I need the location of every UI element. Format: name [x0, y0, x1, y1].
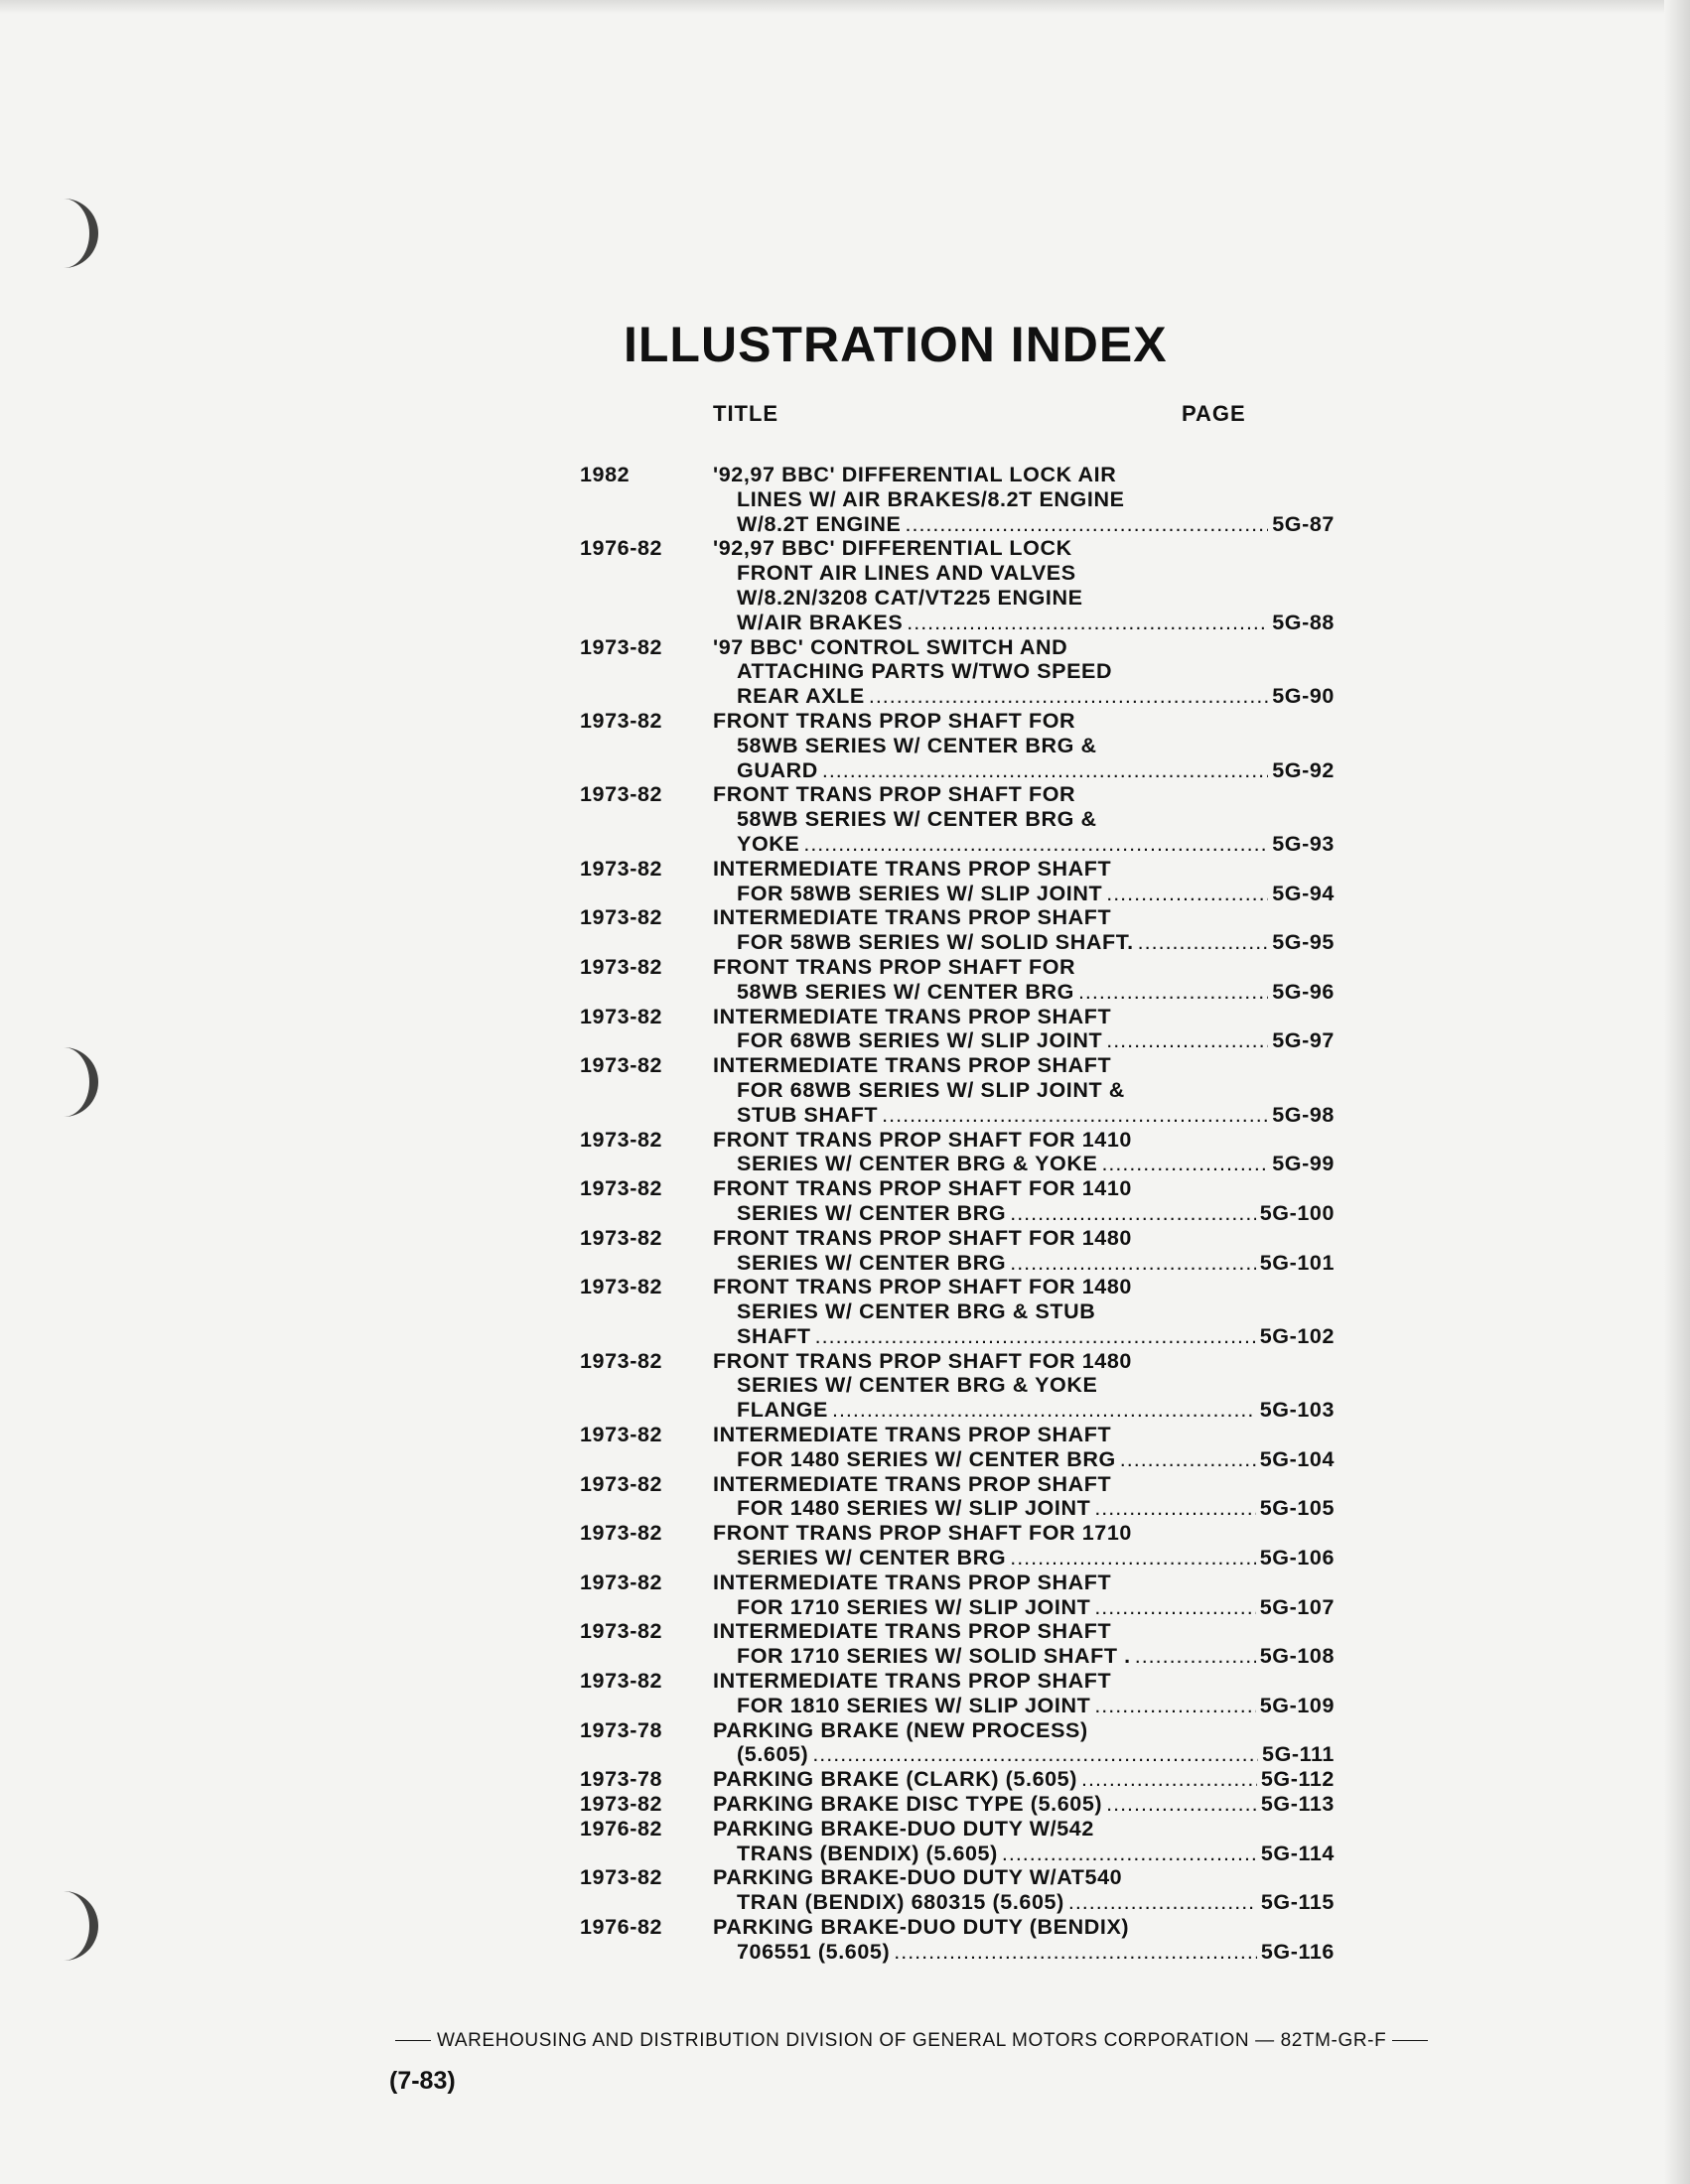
- entry-title: [713, 1005, 1335, 1054]
- page-title: ILLUSTRATION INDEX: [624, 317, 1168, 372]
- leader-dots: [907, 611, 1268, 635]
- leader-dots: [1094, 1595, 1255, 1620]
- entry-title-last-line: [713, 758, 1335, 783]
- entry-page: 5G-115: [1260, 1890, 1335, 1915]
- entry-page: 5G-95: [1272, 930, 1335, 955]
- entry-title-last-line: [713, 1152, 1335, 1176]
- index-entry: [580, 955, 1335, 1005]
- entry-page: 5G-87: [1272, 511, 1335, 536]
- entry-title-line: (5.605): [737, 1742, 809, 1767]
- index-entry: [580, 1005, 1335, 1054]
- entry-title-line: STUB SHAFT: [737, 1102, 879, 1127]
- entry-year: 1973-82: [580, 1176, 663, 1201]
- entry-title-last-line: [713, 832, 1335, 857]
- leader-dots: [894, 1940, 1257, 1965]
- entry-year: 1973-78: [580, 1717, 663, 1742]
- leader-dots: [812, 1742, 1258, 1767]
- entry-title: [713, 709, 1335, 782]
- entry-year: 1976-82: [580, 536, 663, 561]
- index-entry: [580, 1619, 1335, 1669]
- entry-title-line: TRANS (BENDIX) (5.605): [737, 1841, 998, 1865]
- leader-dots: [1106, 1028, 1268, 1053]
- entry-page: 5G-98: [1272, 1102, 1335, 1127]
- entry-page: 5G-96: [1272, 979, 1335, 1004]
- entry-title: [713, 1176, 1335, 1226]
- leader-dots: [906, 512, 1269, 537]
- leader-dots: [1106, 882, 1268, 906]
- entry-page: 5G-109: [1259, 1693, 1335, 1717]
- binder-hole: [50, 199, 98, 268]
- leader-dots: [803, 832, 1268, 857]
- index-entry: [580, 635, 1335, 709]
- index-list: [580, 463, 1335, 1965]
- leader-dots: [822, 758, 1268, 783]
- entry-year: 1973-82: [580, 634, 663, 659]
- entry-year: 1973-82: [580, 905, 663, 930]
- entry-title-line: FOR 68WB SERIES W/ SLIP JOINT &: [737, 1077, 1125, 1102]
- entry-year: 1973-82: [580, 1275, 663, 1299]
- entry-page: 5G-97: [1272, 1028, 1335, 1053]
- entry-title-line: W/AIR BRAKES: [737, 610, 904, 634]
- entry-page: 5G-108: [1259, 1644, 1335, 1669]
- entry-title-last-line: [713, 1496, 1335, 1521]
- entry-title-last-line: [713, 1890, 1335, 1915]
- leader-dots: [815, 1324, 1256, 1349]
- leader-dots: [1135, 1644, 1256, 1669]
- entry-title: [713, 1865, 1335, 1915]
- entry-title-line: FRONT TRANS PROP SHAFT FOR: [713, 708, 1076, 733]
- entry-title-last-line: [713, 611, 1335, 635]
- entry-title-line: FOR 1710 SERIES W/ SLIP JOINT: [737, 1594, 1091, 1619]
- entry-title-last-line: [713, 1842, 1335, 1866]
- entry-title-line: PARKING BRAKE (CLARK) (5.605): [713, 1767, 1077, 1792]
- entry-title: [713, 1619, 1335, 1669]
- entry-title-line: FOR 1480 SERIES W/ SLIP JOINT: [737, 1496, 1091, 1521]
- entry-page: 5G-102: [1259, 1323, 1335, 1348]
- entry-title-line: 58WB SERIES W/ CENTER BRG: [737, 979, 1074, 1004]
- leader-dots: [1138, 930, 1269, 955]
- entry-title-last-line: [713, 980, 1335, 1005]
- index-entry: [580, 1226, 1335, 1276]
- entry-page: 5G-101: [1259, 1250, 1335, 1275]
- entry-title-line: INTERMEDIATE TRANS PROP SHAFT: [713, 856, 1112, 881]
- entry-title-last-line: [713, 1447, 1335, 1472]
- entry-title: [713, 955, 1335, 1005]
- entry-title: [713, 536, 1335, 634]
- entry-title: [713, 905, 1335, 955]
- entry-page: 5G-94: [1272, 881, 1335, 905]
- entry-title: [713, 1570, 1335, 1620]
- entry-title-line: INTERMEDIATE TRANS PROP SHAFT: [713, 1423, 1112, 1447]
- entry-year: 1973-78: [580, 1767, 663, 1792]
- entry-title-line: W/8.2N/3208 CAT/VT225 ENGINE: [737, 585, 1083, 610]
- leader-dots: [1120, 1447, 1256, 1472]
- entry-title-last-line: [713, 1251, 1335, 1276]
- leader-dots: [1101, 1152, 1268, 1176]
- entry-page: 5G-103: [1259, 1398, 1335, 1423]
- entry-title-line: INTERMEDIATE TRANS PROP SHAFT: [713, 1053, 1112, 1078]
- index-entry: [580, 1669, 1335, 1718]
- entry-page: 5G-92: [1272, 757, 1335, 782]
- entry-year: 1973-82: [580, 1865, 663, 1890]
- entry-page: 5G-111: [1262, 1742, 1335, 1767]
- entry-title-line: ATTACHING PARTS W/TWO SPEED: [737, 659, 1113, 684]
- index-entry: [580, 1472, 1335, 1522]
- entry-title-last-line: [713, 930, 1335, 955]
- index-entry: [580, 1865, 1335, 1915]
- index-entry: [580, 1915, 1335, 1965]
- entry-title-line: 706551 (5.605): [737, 1939, 891, 1964]
- entry-title-last-line: [713, 1644, 1335, 1669]
- entry-title: [713, 1817, 1335, 1866]
- entry-year: 1973-82: [580, 856, 663, 881]
- entry-title-line: W/8.2T ENGINE: [737, 511, 902, 536]
- leader-dots: [882, 1103, 1268, 1128]
- index-entry: [580, 1275, 1335, 1348]
- leader-dots: [832, 1398, 1256, 1423]
- leader-dots: [1106, 1792, 1257, 1817]
- entry-title-last-line: [713, 1546, 1335, 1570]
- index-entry: [580, 463, 1335, 536]
- entry-year: 1976-82: [580, 1915, 663, 1940]
- leader-dots: [1010, 1201, 1255, 1226]
- leader-dots: [1068, 1890, 1257, 1915]
- entry-title: [713, 1915, 1335, 1965]
- entry-year: 1973-82: [580, 1669, 663, 1694]
- entry-page: 5G-99: [1272, 1152, 1335, 1176]
- index-entry: [580, 1792, 1335, 1817]
- footer-text: WAREHOUSING AND DISTRIBUTION DIVISION OF GENERAL MOTORS CORPORATION — 82TM-GR-F: [437, 2030, 1387, 2051]
- leader-dots: [1078, 980, 1268, 1005]
- entry-title-line: YOKE: [737, 831, 800, 856]
- entry-page: 5G-113: [1260, 1792, 1335, 1817]
- entry-title-line: SERIES W/ CENTER BRG & YOKE: [737, 1373, 1098, 1398]
- index-entry: [580, 1128, 1335, 1177]
- entry-title-line: FOR 58WB SERIES W/ SLIP JOINT: [737, 881, 1103, 905]
- entry-title-line: 58WB SERIES W/ CENTER BRG &: [737, 807, 1097, 832]
- index-entry: [580, 1767, 1335, 1792]
- entry-page: 5G-90: [1272, 684, 1335, 709]
- entry-title-last-line: [713, 1398, 1335, 1423]
- entry-title-line: FRONT TRANS PROP SHAFT FOR: [713, 782, 1076, 807]
- binder-hole: [50, 1047, 98, 1117]
- index-entry: [580, 857, 1335, 906]
- entry-page: 5G-105: [1259, 1496, 1335, 1521]
- entry-title: [713, 782, 1335, 856]
- column-header-page: PAGE: [1182, 401, 1246, 426]
- entry-title-line: '92,97 BBC' DIFFERENTIAL LOCK AIR: [713, 463, 1117, 486]
- entry-title-line: FRONT TRANS PROP SHAFT FOR 1480: [713, 1275, 1132, 1299]
- entry-year: 1973-82: [580, 1619, 663, 1644]
- entry-title-line: FOR 1710 SERIES W/ SOLID SHAFT .: [737, 1644, 1131, 1669]
- entry-title-last-line: [713, 1201, 1335, 1226]
- entry-title: [713, 1472, 1335, 1522]
- entry-year: 1973-82: [580, 1225, 663, 1250]
- entry-title: [713, 1718, 1335, 1768]
- entry-year: 1973-82: [580, 1521, 663, 1546]
- entry-title-line: 58WB SERIES W/ CENTER BRG &: [737, 733, 1097, 757]
- entry-title-line: SERIES W/ CENTER BRG & STUB: [737, 1299, 1096, 1324]
- entry-title-line: '92,97 BBC' DIFFERENTIAL LOCK: [713, 536, 1072, 561]
- entry-title-line: '97 BBC' CONTROL SWITCH AND: [713, 634, 1068, 659]
- entry-title-line: PARKING BRAKE-DUO DUTY (BENDIX): [713, 1915, 1130, 1940]
- entry-page: 5G-93: [1272, 831, 1335, 856]
- entry-page: 5G-106: [1259, 1546, 1335, 1570]
- entry-title: [713, 1767, 1335, 1792]
- entry-title-last-line: [713, 1940, 1335, 1965]
- entry-title-line: FRONT AIR LINES AND VALVES: [737, 561, 1076, 586]
- entry-title-line: REAR AXLE: [737, 684, 865, 709]
- leader-dots: [1010, 1546, 1255, 1570]
- entry-title-last-line: [713, 684, 1335, 709]
- entry-title: [713, 857, 1335, 906]
- entry-title: [713, 1053, 1335, 1127]
- entry-title-line: SHAFT: [737, 1323, 811, 1348]
- entry-title-last-line: [713, 1324, 1335, 1349]
- page-edge: [0, 0, 1690, 14]
- index-entry: [580, 1718, 1335, 1768]
- entry-title-last-line: [713, 1694, 1335, 1718]
- entry-year: 1973-82: [580, 1471, 663, 1496]
- page-edge-shadow: [1664, 0, 1690, 2184]
- entry-title-line: SERIES W/ CENTER BRG: [737, 1200, 1007, 1225]
- entry-title-line: FLANGE: [737, 1398, 828, 1423]
- entry-title-line: FOR 1480 SERIES W/ CENTER BRG: [737, 1446, 1116, 1471]
- entry-title: [713, 1669, 1335, 1718]
- entry-title: [713, 1792, 1335, 1817]
- entry-page: 5G-112: [1260, 1767, 1335, 1792]
- entry-title-line: PARKING BRAKE (NEW PROCESS): [713, 1717, 1088, 1742]
- entry-year: 1973-82: [580, 1423, 663, 1447]
- entry-title-line: FOR 58WB SERIES W/ SOLID SHAFT.: [737, 930, 1134, 955]
- entry-page: 5G-116: [1260, 1939, 1335, 1964]
- entry-title-last-line: [713, 1792, 1335, 1817]
- entry-title-last-line: [713, 1595, 1335, 1620]
- leader-dots: [1002, 1842, 1257, 1866]
- footer-rule: [395, 2040, 431, 2041]
- entry-title-line: INTERMEDIATE TRANS PROP SHAFT: [713, 1004, 1112, 1028]
- entry-year: 1973-82: [580, 1004, 663, 1028]
- entry-title: [713, 635, 1335, 709]
- entry-title-line: SERIES W/ CENTER BRG & YOKE: [737, 1152, 1098, 1176]
- index-entry: [580, 1521, 1335, 1570]
- entry-title-line: FRONT TRANS PROP SHAFT FOR 1710: [713, 1521, 1132, 1546]
- entry-title-line: SERIES W/ CENTER BRG: [737, 1250, 1007, 1275]
- binder-hole: [50, 1891, 98, 1961]
- footer: [389, 2030, 1434, 2052]
- entry-title: [713, 1275, 1335, 1348]
- leader-dots: [1081, 1767, 1257, 1792]
- entry-year: 1973-82: [580, 1127, 663, 1152]
- entry-page: 5G-114: [1260, 1841, 1335, 1865]
- entry-title: [713, 1226, 1335, 1276]
- column-header-title: TITLE: [713, 401, 779, 426]
- entry-title-line: INTERMEDIATE TRANS PROP SHAFT: [713, 1619, 1112, 1644]
- index-entry: [580, 536, 1335, 634]
- index-entry: [580, 905, 1335, 955]
- entry-title-line: INTERMEDIATE TRANS PROP SHAFT: [713, 1471, 1112, 1496]
- entry-title-last-line: [713, 1028, 1335, 1053]
- entry-title-line: PARKING BRAKE-DUO DUTY W/AT540: [713, 1865, 1123, 1890]
- entry-title-last-line: [713, 512, 1335, 537]
- entry-title-line: FRONT TRANS PROP SHAFT FOR 1480: [713, 1348, 1132, 1373]
- entry-title-line: FRONT TRANS PROP SHAFT FOR 1410: [713, 1127, 1132, 1152]
- footer-rule: [1392, 2040, 1428, 2041]
- entry-year: 1973-82: [580, 782, 663, 807]
- entry-title-line: PARKING BRAKE-DUO DUTY W/542: [713, 1816, 1094, 1841]
- entry-year: 1973-82: [580, 954, 663, 979]
- index-entry: [580, 1817, 1335, 1866]
- entry-title: [713, 463, 1335, 536]
- date-code: (7-83): [389, 2067, 456, 2095]
- entry-title-line: PARKING BRAKE DISC TYPE (5.605): [713, 1792, 1103, 1817]
- entry-title: [713, 1423, 1335, 1472]
- entry-title-line: INTERMEDIATE TRANS PROP SHAFT: [713, 1570, 1112, 1594]
- entry-year: 1982: [580, 463, 631, 486]
- leader-dots: [1010, 1251, 1255, 1276]
- entry-title-last-line: [713, 1742, 1335, 1767]
- entry-page: 5G-104: [1259, 1446, 1335, 1471]
- entry-title-line: LINES W/ AIR BRAKES/8.2T ENGINE: [737, 486, 1125, 511]
- entry-page: 5G-88: [1272, 610, 1335, 634]
- entry-year: 1973-82: [580, 1570, 663, 1594]
- entry-title-last-line: [713, 882, 1335, 906]
- index-entry: [580, 1423, 1335, 1472]
- entry-title: [713, 1349, 1335, 1423]
- entry-title-line: GUARD: [737, 757, 818, 782]
- entry-title: [713, 1521, 1335, 1570]
- entry-title-last-line: [713, 1767, 1335, 1792]
- index-entry: [580, 1349, 1335, 1423]
- index-entry: [580, 1176, 1335, 1226]
- entry-year: 1973-82: [580, 1053, 663, 1078]
- entry-page: 5G-107: [1259, 1594, 1335, 1619]
- index-entry: [580, 1053, 1335, 1127]
- entry-year: 1973-82: [580, 1348, 663, 1373]
- index-entry: [580, 1570, 1335, 1620]
- entry-title-line: FRONT TRANS PROP SHAFT FOR 1410: [713, 1176, 1132, 1201]
- entry-title-line: FRONT TRANS PROP SHAFT FOR: [713, 954, 1076, 979]
- index-entry: [580, 782, 1335, 856]
- entry-title-line: FRONT TRANS PROP SHAFT FOR 1480: [713, 1225, 1132, 1250]
- entry-title-last-line: [713, 1103, 1335, 1128]
- entry-year: 1973-82: [580, 708, 663, 733]
- entry-title-line: FOR 68WB SERIES W/ SLIP JOINT: [737, 1028, 1103, 1053]
- entry-year: 1976-82: [580, 1816, 663, 1841]
- leader-dots: [869, 684, 1268, 709]
- leader-dots: [1094, 1694, 1255, 1718]
- entry-title-line: FOR 1810 SERIES W/ SLIP JOINT: [737, 1693, 1091, 1717]
- index-entry: [580, 709, 1335, 782]
- entry-title-line: TRAN (BENDIX) 680315 (5.605): [737, 1890, 1064, 1915]
- entry-title-line: INTERMEDIATE TRANS PROP SHAFT: [713, 1669, 1112, 1694]
- entry-year: 1973-82: [580, 1792, 663, 1817]
- entry-title: [713, 1128, 1335, 1177]
- entry-page: 5G-100: [1259, 1200, 1335, 1225]
- entry-title-line: INTERMEDIATE TRANS PROP SHAFT: [713, 905, 1112, 930]
- leader-dots: [1094, 1496, 1255, 1521]
- entry-title-line: SERIES W/ CENTER BRG: [737, 1546, 1007, 1570]
